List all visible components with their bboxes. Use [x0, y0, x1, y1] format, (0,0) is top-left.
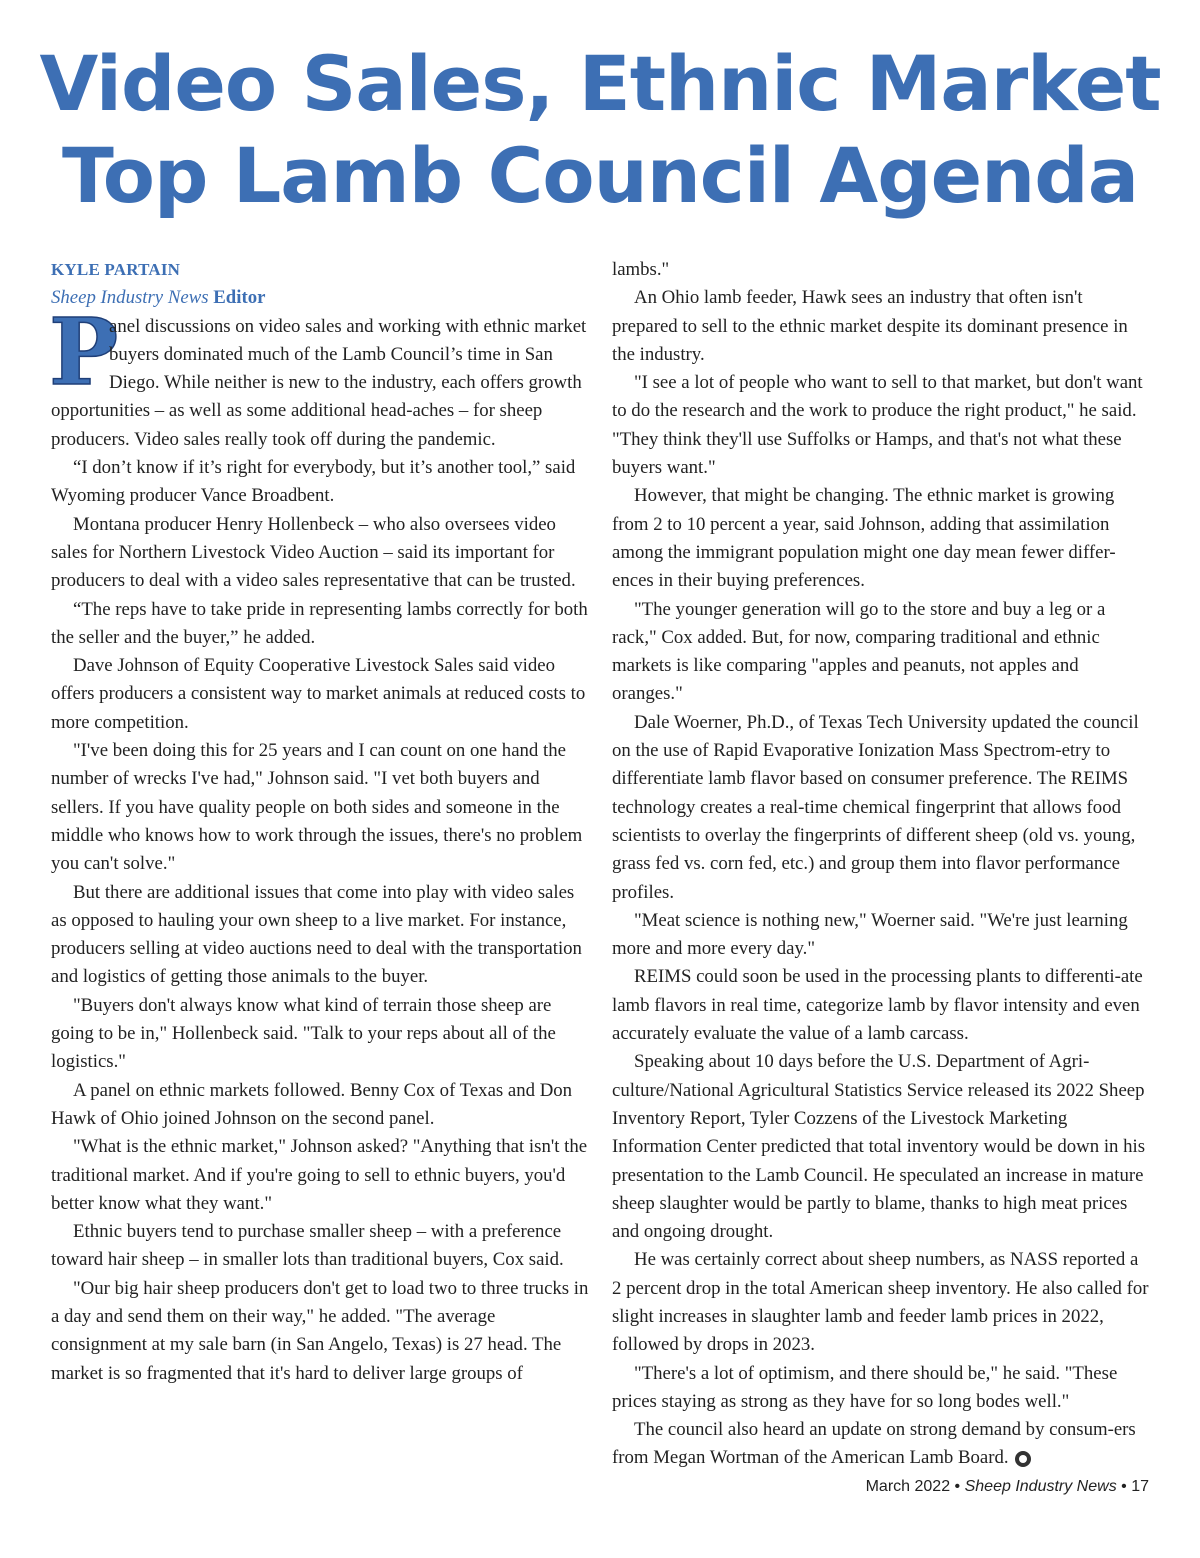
article-title — [0, 38, 1200, 222]
paragraph: Dave Johnson of Equity Cooperative Livestock Sales said video offers producers a consistent way to market animals at reduced costs to more competition. — [51, 655, 586, 733]
paragraph: “The reps have to take pride in representing lambs correctly for both the seller and the buyer,” he added. — [51, 598, 588, 648]
paragraph: However, that might be changing. The ethnic market is growing from 2 to 10 percent a year, said Johnson, adding that assimilation among the immigrant population might one day mean fewer differ-ences in their buying preferences. — [612, 485, 1116, 592]
final-paragraph — [612, 1416, 1152, 1473]
paragraph: Dale Woerner, Ph.D., of Texas Tech University updated the council on the use of Rapid Evaporative Ionization Mass Spectrom-etry to differentiate lamb flavor based on consumer preference. The REIMS technology creates a real-time chemical fingerprint that allows food scientists to overlay the fingerprints of different sheep (old vs. young, grass fed vs. corn fed, etc.) and group them into flavor performance profiles. — [612, 711, 1139, 903]
paragraph: "What is the ethnic market," Johnson asked? "Anything that isn't the traditional market. And if you're going to sell to ethnic buyers, you'd better know what they want." — [51, 1136, 588, 1214]
footer-separator: • — [954, 1478, 961, 1495]
article-title-line-2: Top Lamb Council Agenda — [62, 131, 1138, 220]
footer-date: March 2022 — [865, 1478, 951, 1495]
page-footer — [866, 1478, 1149, 1496]
paragraph: But there are additional issues that come into play with video sales as opposed to hauling your own sheep to a live market. For instance, producers selling at video auctions need to deal with the transportation and logistics of getting those animals to the buyer. — [51, 881, 582, 988]
paragraph: He was certainly correct about sheep numbers, as NASS reported a 2 percent drop in the total American sheep inventory. He also called for slight increases in slaughter lamb and feeder lamb prices in 2022, followed by drops in 2023. — [612, 1249, 1149, 1356]
paragraph: A panel on ethnic markets followed. Benny Cox of Texas and Don Hawk of Ohio joined Johnson on the second panel. — [51, 1079, 573, 1129]
paragraph: REIMS could soon be used in the processing plants to differenti-ate lamb flavors in real time, categorize lamb by flavor intensity and even accurately evaluate the value of a lamb carcass. — [612, 966, 1143, 1045]
paragraph: "There's a lot of optimism, and there should be," he said. "These prices staying as strong as they have for so long bodes well." — [612, 1362, 1118, 1412]
paragraph: "Buyers don't always know what kind of terrain those sheep are going to be in," Hollenbeck said. "Talk to your reps about all of the logistics." — [51, 994, 556, 1073]
footer-publication: Sheep Industry News — [964, 1478, 1117, 1495]
drop-cap: P — [49, 297, 119, 406]
paragraph-text: anel discussions on video sales and working with ethnic market buyers dominated much of the Lamb Council’s time in San Diego. While neither is new to the industry, each offers growth opportunities – as well as some additional head-aches – for sheep producers. Video sales really took off during the pandemic. — [51, 315, 587, 450]
byline-title: Editor — [213, 287, 266, 309]
paragraph: "Meat science is nothing new," Woerner said. "We're just learning more and more every day." — [612, 909, 1128, 960]
paragraph-text: The council also heard an update on strong demand by consum-ers from Megan Wortman of the American Lamb Board. — [612, 1419, 1136, 1469]
left-column — [51, 256, 591, 1388]
paragraph: "The younger generation will go to the store and buy a leg or a rack," Cox added. But, for now, comparing traditional and ethnic markets is like comparing "apples and peanuts, not apples and oranges." — [612, 598, 1106, 705]
page-number: 17 — [1131, 1478, 1149, 1495]
paragraph: "I've been doing this for 25 years and I can count on one hand the number of wrecks I've had," Johnson said. "I vet both buyers and sellers. If you have quality people on both sides and someone in the middle who knows how to work through the issues, there's no problem you can't solve." — [51, 740, 583, 875]
byline-publication: Sheep Industry News — [51, 287, 209, 309]
byline-role — [51, 284, 591, 312]
article-title-line-1: Video Sales, Ethnic Market — [39, 39, 1161, 128]
footer-separator: • — [1121, 1478, 1127, 1495]
paragraph: Speaking about 10 days before the U.S. Department of Agri-culture/National Agricultural Statistics Service released its 2022 Sheep Inventory Report, Tyler Cozzens of the Livestock Marketing Information Center predicted that total inventory would be down in his presentation to the Lamb Council. He speculated an increase in mature sheep slaughter would be partly to blame, thanks to high meat prices and ongoing drought. — [612, 1051, 1146, 1243]
byline-author: KYLE PARTAIN — [51, 260, 181, 279]
paragraph: "Our big hair sheep producers don't get to load two to three trucks in a day and send them on their way," he added. "The average consignment at my sale barn (in San Angelo, Texas) is 27 head. The market is so fragmented that it's hard to deliver large groups of — [51, 1277, 589, 1384]
continued-paragraph: lambs." — [612, 259, 670, 280]
paragraph: "I see a lot of people who want to sell to that market, but don't want to do the research and the work to produce the right product," he said. "They think they'll use Suffolks or Hamps, and that's not what these buyers want." — [612, 372, 1143, 479]
paragraph: Montana producer Henry Hollenbeck – who also oversees video sales for Northern Livestock Video Auction – said its important for producers to deal with a video sales representative that can be trusted. — [51, 513, 576, 592]
paragraph: Ethnic buyers tend to purchase smaller sheep – with a preference toward hair sheep – in smaller lots than traditional buyers, Cox said. — [51, 1221, 564, 1271]
paragraph: “I don’t know if it’s right for everybody, but it’s another tool,” said Wyoming producer Vance Broadbent. — [51, 457, 576, 507]
end-mark-icon — [1015, 1451, 1031, 1467]
right-column — [612, 256, 1152, 1473]
paragraph: An Ohio lamb feeder, Hawk sees an industry that often isn't prepared to sell to the ethnic market despite its dominant presence in the industry. — [612, 287, 1128, 365]
